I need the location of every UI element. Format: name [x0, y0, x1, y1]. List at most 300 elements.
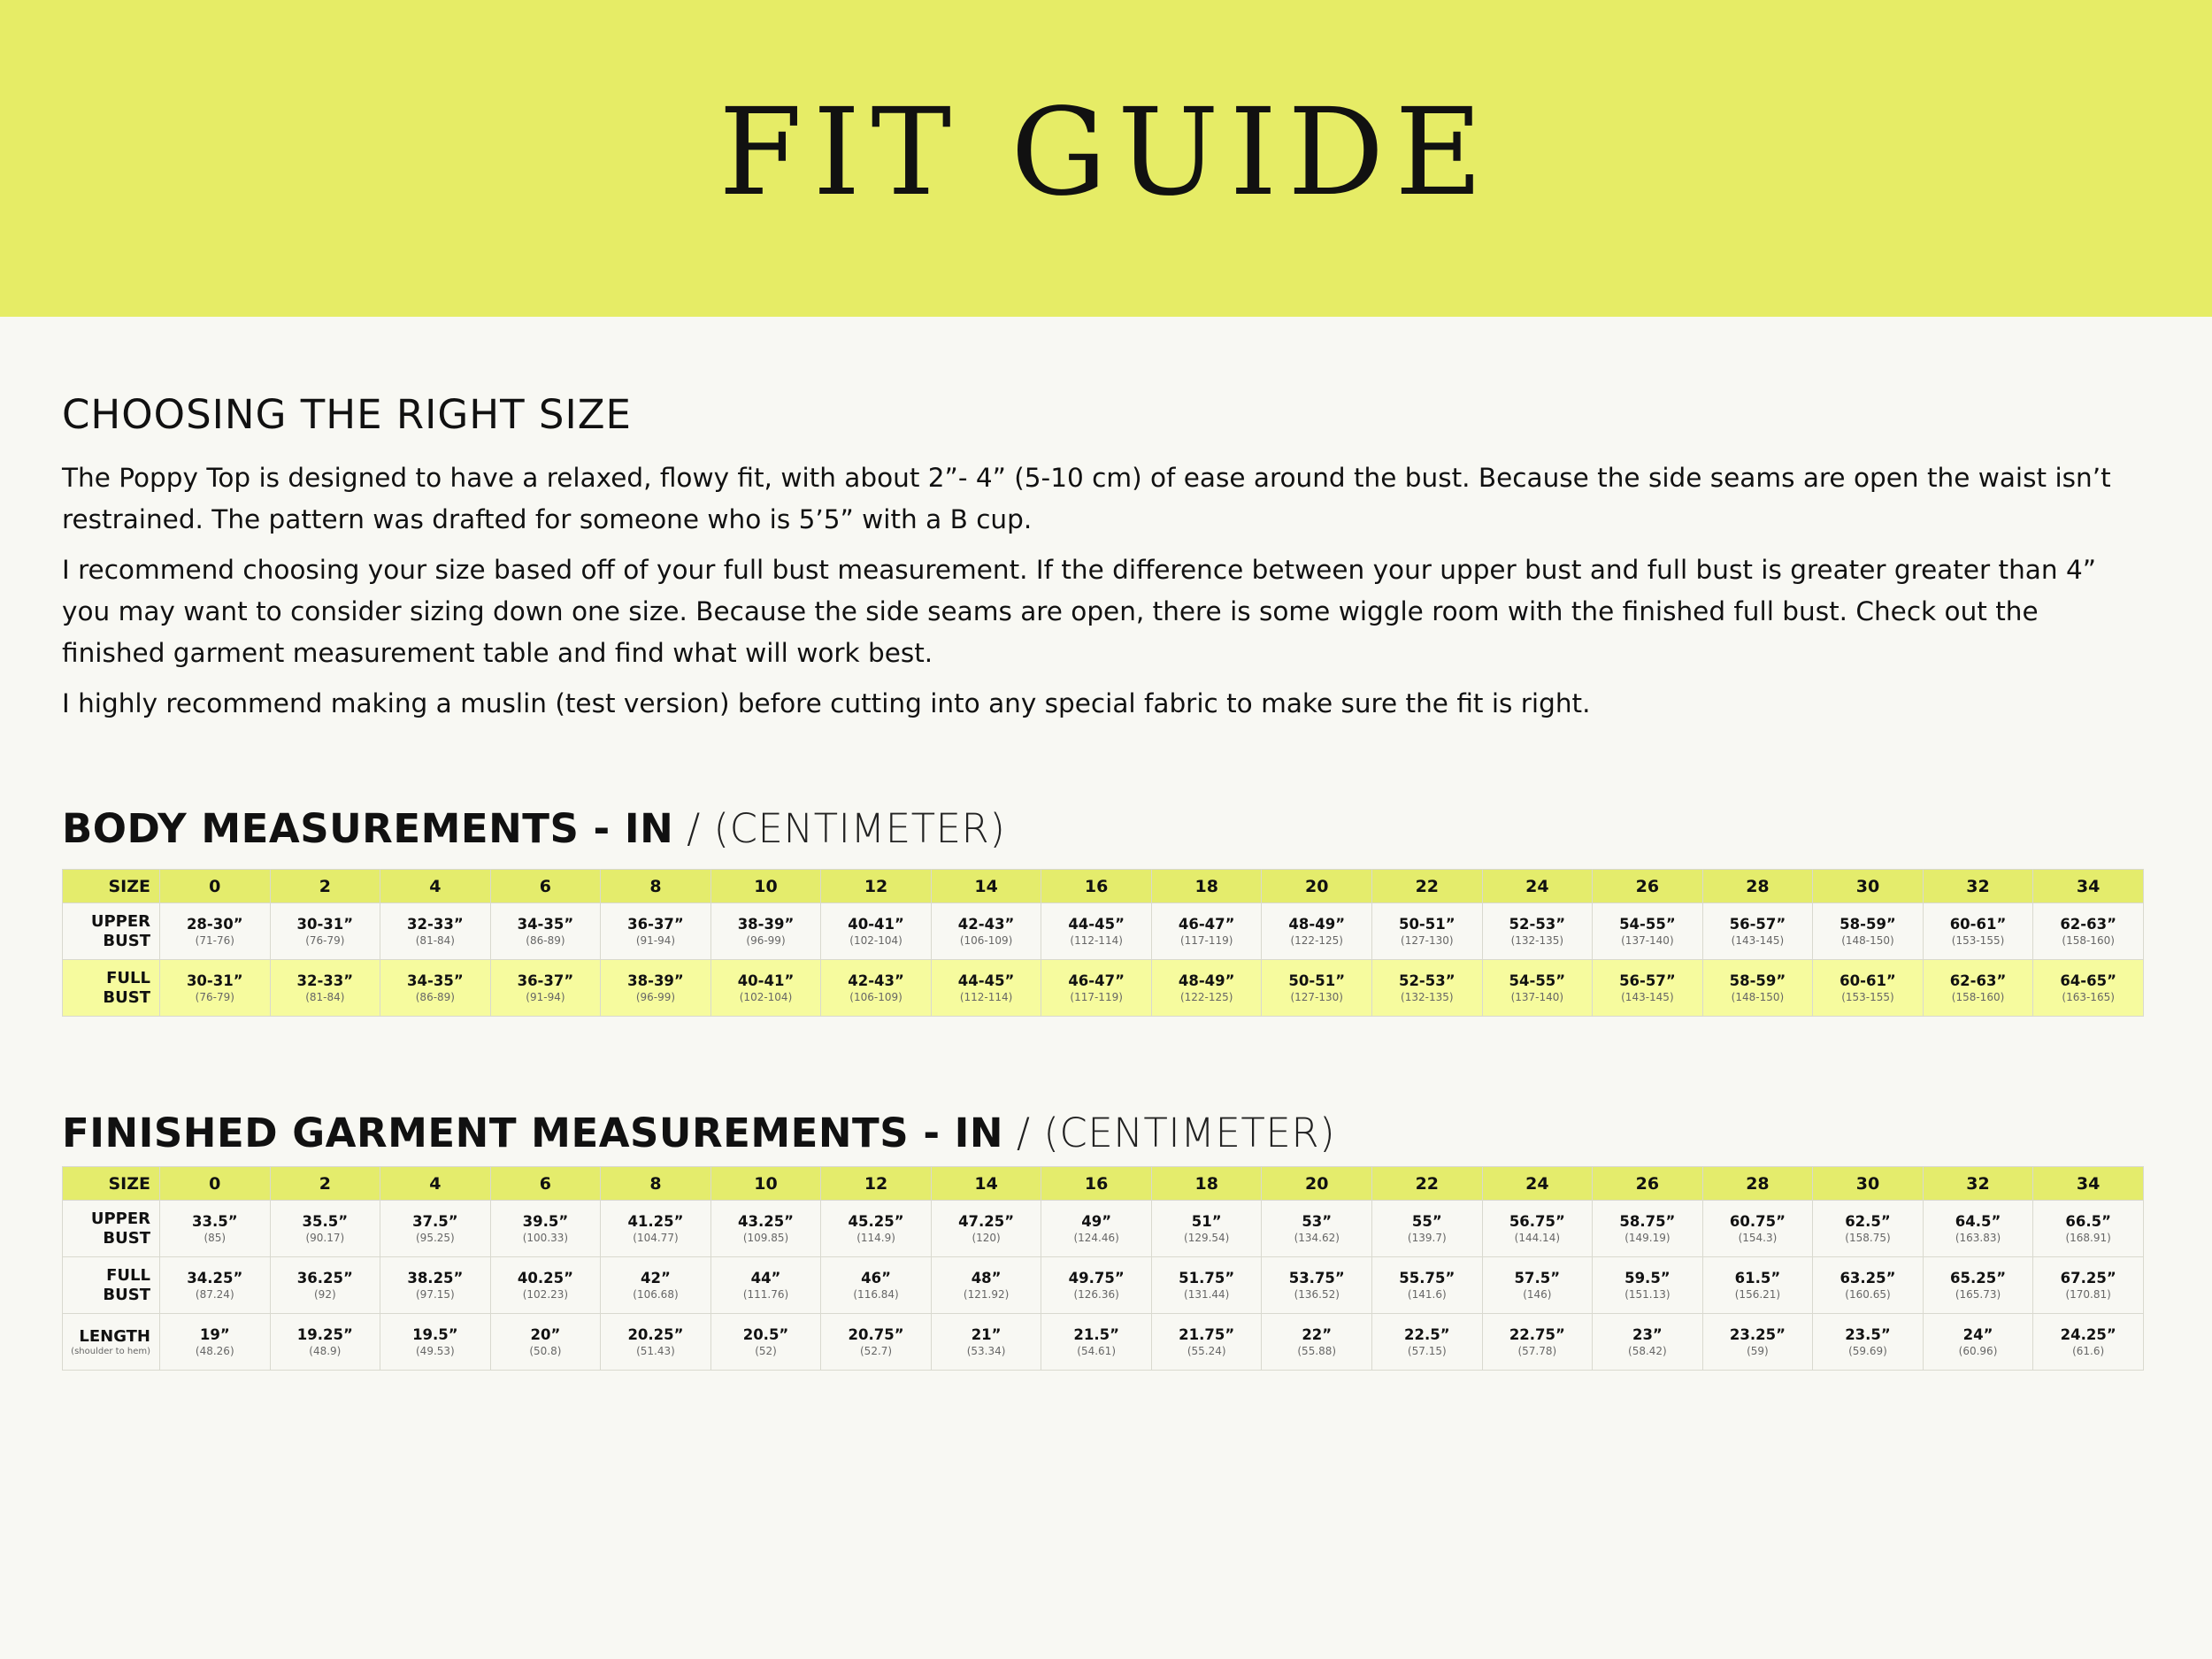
measurement-cell: [270, 1201, 380, 1257]
measurement-cell: [1151, 1257, 1262, 1314]
intro-section: [62, 391, 2168, 733]
measurement-cell: [710, 960, 821, 1017]
inch-value: 19.25”: [296, 1325, 353, 1343]
cm-value: (158.75): [1845, 1231, 1891, 1244]
row-label: [63, 960, 160, 1017]
inch-value: 55.75”: [1399, 1269, 1455, 1286]
cm-value: (59.69): [1848, 1344, 1887, 1357]
cm-value: (154.3): [1738, 1231, 1778, 1244]
inch-value: 46-47”: [1068, 972, 1125, 989]
measurement-cell: [1923, 1257, 2033, 1314]
cm-value: (100.33): [522, 1231, 569, 1244]
measurement-cell: [2033, 1314, 2144, 1371]
measurement-cell: [490, 960, 601, 1017]
cm-value: (54.61): [1077, 1344, 1116, 1357]
size-header-cell: 14: [931, 1167, 1041, 1201]
size-header-cell: 4: [380, 1167, 491, 1201]
cm-value: (122-125): [1179, 990, 1233, 1003]
size-header-cell: 22: [1372, 870, 1483, 903]
cm-value: (117-119): [1179, 933, 1233, 947]
cm-value: (96-99): [635, 990, 676, 1003]
measurement-cell: [1923, 903, 2033, 960]
cm-value: (104.77): [633, 1231, 679, 1244]
inch-value: 64-65”: [2060, 972, 2116, 989]
cm-value: (141.6): [1407, 1287, 1447, 1301]
measurement-cell: [1813, 1314, 1924, 1371]
measurement-cell: [1262, 1314, 1372, 1371]
size-header-cell: 34: [2033, 1167, 2144, 1201]
cm-value: (92): [314, 1287, 336, 1301]
inch-value: 38.25”: [407, 1269, 464, 1286]
cm-value: (109.85): [742, 1231, 789, 1244]
cm-value: (168.91): [2065, 1231, 2111, 1244]
size-header-cell: 26: [1593, 870, 1703, 903]
inch-value: 38-39”: [627, 972, 684, 989]
size-header-cell: 14: [931, 870, 1041, 903]
cm-value: (52): [755, 1344, 777, 1357]
inch-value: 44-45”: [957, 972, 1015, 989]
body-measurements-title: [62, 805, 1005, 852]
inch-value: 19.5”: [412, 1325, 458, 1343]
cm-value: (120): [972, 1231, 1001, 1244]
inch-value: 23.5”: [1845, 1325, 1891, 1343]
size-header-cell: 16: [1041, 870, 1152, 903]
measurement-cell: [1482, 1257, 1593, 1314]
cm-value: (86-89): [415, 990, 455, 1003]
measurement-cell: [1041, 960, 1152, 1017]
inch-value: 60.75”: [1729, 1212, 1786, 1230]
measurement-cell: [821, 903, 932, 960]
measurement-cell: [380, 960, 491, 1017]
inch-value: 46”: [861, 1269, 891, 1286]
garment-title-bold: FINISHED GARMENT MEASUREMENTS - IN: [62, 1110, 1004, 1156]
inch-value: 45.25”: [848, 1212, 904, 1230]
table-row: [63, 903, 2144, 960]
measurement-cell: [2033, 1257, 2144, 1314]
row-label-note: (shoulder to hem): [71, 1346, 150, 1356]
inch-value: 24”: [1962, 1325, 1993, 1343]
cm-value: (61.6): [2072, 1344, 2105, 1357]
cm-value: (137-140): [1510, 990, 1564, 1003]
row-label: [63, 903, 160, 960]
measurement-cell: [1372, 1201, 1483, 1257]
measurement-cell: [1702, 960, 1813, 1017]
body-title-unit: / (CENTIMETER): [673, 805, 1006, 852]
cm-value: (90.17): [305, 1231, 345, 1244]
inch-value: 24.25”: [2060, 1325, 2116, 1343]
inch-value: 62.5”: [1845, 1212, 1891, 1230]
cm-value: (102.23): [522, 1287, 569, 1301]
inch-value: 58.75”: [1619, 1212, 1676, 1230]
size-header-cell: 24: [1482, 870, 1593, 903]
inch-value: 33.5”: [191, 1212, 238, 1230]
cm-value: (91-94): [635, 933, 676, 947]
inch-value: 59.5”: [1624, 1269, 1671, 1286]
inch-value: 58-59”: [1729, 972, 1786, 989]
measurement-cell: [601, 1201, 711, 1257]
inch-value: 32-33”: [407, 915, 464, 933]
measurement-cell: [1262, 903, 1372, 960]
size-header-cell: 18: [1151, 1167, 1262, 1201]
measurement-cell: [380, 1201, 491, 1257]
cm-value: (106-109): [959, 933, 1013, 947]
inch-value: 50-51”: [1398, 915, 1455, 933]
inch-value: 42”: [641, 1269, 671, 1286]
cm-value: (91-94): [526, 990, 565, 1003]
page-title: FIT GUIDE: [718, 83, 1494, 223]
cm-value: (153-155): [1841, 990, 1894, 1003]
row-label-line: LENGTH: [79, 1326, 150, 1346]
cm-value: (48.9): [309, 1344, 342, 1357]
cm-value: (148-150): [1731, 990, 1785, 1003]
size-header-cell: 8: [601, 870, 711, 903]
measurement-cell: [821, 1314, 932, 1371]
measurement-cell: [1702, 903, 1813, 960]
size-header-cell: 12: [821, 870, 932, 903]
size-header-cell: 24: [1482, 1167, 1593, 1201]
inch-value: 54-55”: [1509, 972, 1566, 989]
inch-value: 63.25”: [1839, 1269, 1896, 1286]
measurement-cell: [270, 1314, 380, 1371]
inch-value: 36-37”: [627, 915, 684, 933]
measurement-cell: [1593, 960, 1703, 1017]
measurement-cell: [490, 1201, 601, 1257]
size-header-cell: 2: [270, 870, 380, 903]
cm-value: (49.53): [416, 1344, 455, 1357]
inch-value: 48-49”: [1178, 972, 1235, 989]
cm-value: (129.54): [1184, 1231, 1230, 1244]
garment-measurements-title: [62, 1110, 1335, 1156]
row-label-line: FULL: [106, 968, 150, 987]
inch-value: 51.75”: [1179, 1269, 1235, 1286]
measurement-cell: [1041, 903, 1152, 960]
inch-value: 58-59”: [1839, 915, 1896, 933]
cm-value: (160.65): [1845, 1287, 1891, 1301]
inch-value: 20.75”: [848, 1325, 904, 1343]
size-header-cell: 8: [601, 1167, 711, 1201]
measurement-cell: [270, 903, 380, 960]
size-header-cell: 28: [1702, 870, 1813, 903]
inch-value: 20.5”: [742, 1325, 789, 1343]
inch-value: 54-55”: [1619, 915, 1676, 933]
inch-value: 48”: [971, 1269, 1002, 1286]
size-header-row: [63, 1167, 2144, 1201]
table-row: [63, 1314, 2144, 1371]
cm-value: (102-104): [739, 990, 793, 1003]
size-header-cell: 26: [1593, 1167, 1703, 1201]
measurement-cell: [1593, 903, 1703, 960]
cm-value: (86-89): [526, 933, 565, 947]
cm-value: (127-130): [1401, 933, 1454, 947]
measurement-cell: [1702, 1257, 1813, 1314]
size-header-cell: 12: [821, 1167, 932, 1201]
measurement-cell: [160, 960, 271, 1017]
inch-value: 56-57”: [1619, 972, 1676, 989]
cm-value: (132-135): [1401, 990, 1454, 1003]
inch-value: 66.5”: [2065, 1212, 2111, 1230]
size-header-cell: 0: [160, 1167, 271, 1201]
inch-value: 37.5”: [412, 1212, 458, 1230]
cm-value: (57.78): [1517, 1344, 1557, 1357]
cm-value: (112-114): [1070, 933, 1123, 947]
measurement-cell: [1151, 960, 1262, 1017]
cm-value: (59): [1747, 1344, 1769, 1357]
cm-value: (144.14): [1514, 1231, 1561, 1244]
measurement-cell: [1482, 960, 1593, 1017]
inch-value: 51”: [1191, 1212, 1222, 1230]
inch-value: 21.75”: [1179, 1325, 1235, 1343]
inch-value: 42-43”: [957, 915, 1015, 933]
size-header-cell: 10: [710, 870, 821, 903]
cm-value: (76-79): [195, 990, 234, 1003]
inch-value: 34.25”: [187, 1269, 243, 1286]
measurement-cell: [1372, 1257, 1483, 1314]
size-header-cell: 32: [1923, 1167, 2033, 1201]
measurement-cell: [380, 1314, 491, 1371]
size-header-cell: 30: [1813, 870, 1924, 903]
inch-value: 36.25”: [296, 1269, 353, 1286]
cm-value: (136.52): [1294, 1287, 1340, 1301]
size-header-cell: 18: [1151, 870, 1262, 903]
measurement-cell: [931, 960, 1041, 1017]
inch-value: 22”: [1302, 1325, 1333, 1343]
measurement-cell: [2033, 1201, 2144, 1257]
row-label: [63, 1314, 160, 1371]
inch-value: 44”: [750, 1269, 781, 1286]
row-label: [63, 1257, 160, 1314]
size-header-cell: 4: [380, 870, 491, 903]
row-label-line: BUST: [103, 1228, 150, 1248]
cm-value: (143-145): [1731, 933, 1785, 947]
table-row: [63, 1257, 2144, 1314]
size-header-cell: 10: [710, 1167, 821, 1201]
measurement-cell: [931, 903, 1041, 960]
cm-value: (153-155): [1951, 933, 2005, 947]
inch-value: 57.5”: [1514, 1269, 1561, 1286]
measurement-cell: [1593, 1201, 1703, 1257]
row-label-line: BUST: [103, 1285, 150, 1304]
measurement-cell: [1041, 1201, 1152, 1257]
measurement-cell: [1702, 1314, 1813, 1371]
inch-value: 52-53”: [1398, 972, 1455, 989]
inch-value: 55”: [1411, 1212, 1442, 1230]
inch-value: 46-47”: [1178, 915, 1235, 933]
cm-value: (137-140): [1621, 933, 1674, 947]
inch-value: 41.25”: [627, 1212, 684, 1230]
measurement-cell: [2033, 903, 2144, 960]
cm-value: (158-160): [2062, 933, 2115, 947]
measurement-cell: [1041, 1314, 1152, 1371]
measurement-cell: [1262, 1201, 1372, 1257]
measurement-cell: [1151, 1201, 1262, 1257]
cm-value: (117-119): [1070, 990, 1123, 1003]
cm-value: (102-104): [849, 933, 902, 947]
title-banner: [0, 0, 2212, 317]
body-title-bold: BODY MEASUREMENTS - IN: [62, 805, 674, 852]
intro-heading: CHOOSING THE RIGHT SIZE: [62, 391, 632, 438]
measurement-cell: [1262, 1257, 1372, 1314]
cm-value: (58.42): [1628, 1344, 1667, 1357]
inch-value: 21”: [971, 1325, 1002, 1343]
inch-value: 67.25”: [2060, 1269, 2116, 1286]
inch-value: 42-43”: [848, 972, 904, 989]
measurement-cell: [1372, 903, 1483, 960]
cm-value: (124.46): [1073, 1231, 1119, 1244]
inch-value: 34-35”: [517, 915, 574, 933]
measurement-cell: [1813, 1257, 1924, 1314]
cm-value: (52.7): [860, 1344, 893, 1357]
inch-value: 22.5”: [1404, 1325, 1450, 1343]
cm-value: (149.19): [1624, 1231, 1671, 1244]
measurement-cell: [601, 903, 711, 960]
measurement-cell: [1482, 903, 1593, 960]
inch-value: 44-45”: [1068, 915, 1125, 933]
inch-value: 65.25”: [1950, 1269, 2007, 1286]
size-header-cell: 6: [490, 1167, 601, 1201]
row-label-line: BUST: [103, 987, 150, 1007]
inch-value: 20”: [530, 1325, 561, 1343]
measurement-cell: [2033, 960, 2144, 1017]
cm-value: (71-76): [195, 933, 234, 947]
cm-value: (87.24): [195, 1287, 234, 1301]
inch-value: 19”: [199, 1325, 230, 1343]
cm-value: (170.81): [2065, 1287, 2111, 1301]
measurement-cell: [710, 1257, 821, 1314]
inch-value: 48-49”: [1288, 915, 1346, 933]
measurement-cell: [160, 1314, 271, 1371]
measurement-cell: [160, 1201, 271, 1257]
size-header-label: SIZE: [63, 870, 160, 903]
inch-value: 43.25”: [737, 1212, 795, 1230]
inch-value: 21.5”: [1073, 1325, 1119, 1343]
cm-value: (57.15): [1407, 1344, 1447, 1357]
cm-value: (50.8): [529, 1344, 562, 1357]
inch-value: 34-35”: [407, 972, 464, 989]
measurement-cell: [1482, 1201, 1593, 1257]
measurement-cell: [1372, 1314, 1483, 1371]
inch-value: 35.5”: [302, 1212, 349, 1230]
inch-value: 39.5”: [522, 1212, 569, 1230]
measurement-cell: [270, 960, 380, 1017]
measurement-cell: [821, 1257, 932, 1314]
measurement-cell: [1923, 1201, 2033, 1257]
size-header-cell: 30: [1813, 1167, 1924, 1201]
cm-value: (121.92): [963, 1287, 1010, 1301]
size-header-cell: 6: [490, 870, 601, 903]
measurement-cell: [1482, 1314, 1593, 1371]
measurement-cell: [710, 1314, 821, 1371]
measurement-cell: [380, 1257, 491, 1314]
cm-value: (55.24): [1187, 1344, 1226, 1357]
measurement-cell: [490, 1257, 601, 1314]
cm-value: (116.84): [853, 1287, 899, 1301]
cm-value: (76-79): [305, 933, 345, 947]
size-header-cell: 0: [160, 870, 271, 903]
measurement-cell: [821, 960, 932, 1017]
cm-value: (163-165): [2062, 990, 2115, 1003]
measurement-cell: [601, 960, 711, 1017]
inch-value: 22.75”: [1509, 1325, 1565, 1343]
measurement-cell: [1151, 903, 1262, 960]
size-header-cell: 22: [1372, 1167, 1483, 1201]
measurement-cell: [1923, 960, 2033, 1017]
measurement-cell: [1923, 1314, 2033, 1371]
measurement-cell: [710, 1201, 821, 1257]
inch-value: 20.25”: [627, 1325, 684, 1343]
cm-value: (60.96): [1958, 1344, 1998, 1357]
cm-value: (81-84): [415, 933, 455, 947]
size-header-cell: 2: [270, 1167, 380, 1201]
measurement-cell: [160, 903, 271, 960]
inch-value: 53.75”: [1288, 1269, 1345, 1286]
cm-value: (131.44): [1184, 1287, 1230, 1301]
cm-value: (55.88): [1297, 1344, 1337, 1357]
row-label: [63, 1201, 160, 1257]
row-label-line: BUST: [103, 931, 150, 950]
inch-value: 38-39”: [737, 915, 795, 933]
cm-value: (126.36): [1073, 1287, 1119, 1301]
cm-value: (156.21): [1734, 1287, 1781, 1301]
inch-value: 40-41”: [848, 915, 904, 933]
cm-value: (114.9): [856, 1231, 895, 1244]
cm-value: (48.26): [195, 1344, 234, 1357]
measurement-cell: [1593, 1257, 1703, 1314]
measurement-cell: [1702, 1201, 1813, 1257]
cm-value: (51.43): [636, 1344, 675, 1357]
inch-value: 40.25”: [517, 1269, 573, 1286]
cm-value: (122-125): [1290, 933, 1343, 947]
inch-value: 30-31”: [296, 915, 354, 933]
inch-value: 56-57”: [1729, 915, 1786, 933]
measurement-cell: [380, 903, 491, 960]
table-row: [63, 1201, 2144, 1257]
cm-value: (148-150): [1841, 933, 1894, 947]
body-measurements-table: [62, 869, 2144, 1017]
cm-value: (95.25): [416, 1231, 455, 1244]
measurement-cell: [710, 903, 821, 960]
inch-value: 50-51”: [1288, 972, 1346, 989]
inch-value: 36-37”: [517, 972, 574, 989]
size-header-label: SIZE: [63, 1167, 160, 1201]
cm-value: (165.73): [1955, 1287, 2001, 1301]
inch-value: 52-53”: [1509, 915, 1566, 933]
inch-value: 23”: [1632, 1325, 1663, 1343]
measurement-cell: [1372, 960, 1483, 1017]
size-header-cell: 28: [1702, 1167, 1813, 1201]
inch-value: 49”: [1081, 1212, 1112, 1230]
garment-measurements-table: [62, 1166, 2144, 1371]
measurement-cell: [601, 1257, 711, 1314]
cm-value: (111.76): [742, 1287, 789, 1301]
inch-value: 60-61”: [1949, 915, 2007, 933]
inch-value: 49.75”: [1068, 1269, 1125, 1286]
inch-value: 30-31”: [186, 972, 243, 989]
cm-value: (127-130): [1290, 990, 1343, 1003]
cm-value: (139.7): [1407, 1231, 1447, 1244]
cm-value: (97.15): [416, 1287, 455, 1301]
cm-value: (158-160): [1951, 990, 2005, 1003]
measurement-cell: [1813, 1201, 1924, 1257]
measurement-cell: [931, 1314, 1041, 1371]
measurement-cell: [931, 1201, 1041, 1257]
cm-value: (112-114): [959, 990, 1013, 1003]
measurement-cell: [821, 1201, 932, 1257]
cm-value: (53.34): [966, 1344, 1006, 1357]
size-header-cell: 16: [1041, 1167, 1152, 1201]
size-header-cell: 32: [1923, 870, 2033, 903]
measurement-cell: [1813, 903, 1924, 960]
measurement-cell: [1593, 1314, 1703, 1371]
